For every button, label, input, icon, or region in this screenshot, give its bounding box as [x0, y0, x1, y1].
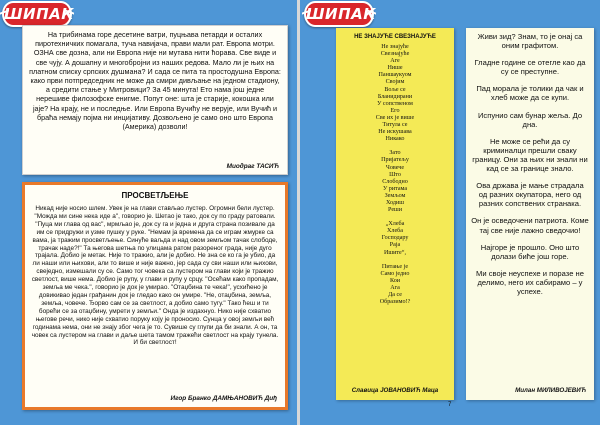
poem-line: Реши	[388, 207, 402, 214]
logo-text: ШИПАК	[306, 5, 377, 23]
aphorism: Живи зид? Знам, то је онај са оним графитом.	[477, 32, 583, 51]
poem-line: „Хлеба	[385, 221, 405, 228]
left-page	[0, 0, 297, 425]
aphorism: Ми своје неуспехе и поразе не делимо, него их сабирамо – у успехе.	[476, 268, 584, 296]
poem-line: Хлеба	[387, 228, 403, 235]
aphorism: Гладне године се отегле као да су се преступне.	[474, 58, 586, 77]
poem-line: Ишите“,	[384, 249, 406, 256]
aphorism: Испунио сам бунар жеља. До дна.	[477, 110, 583, 129]
aphorism: Пад морала је толики да чак и хлеб може да се купи.	[476, 84, 584, 103]
story-body: Никад није носио шлем. Увек је на глави стављао лустер. Огромни бели лустер. "Можда ми сине нека иде а", говорио је. Шетао је тако, док су по граду ратовали. "Пуца ми глава од вас", мрмљао је, док су га и једна и друга страна позивале да им се придружи и узме пушку у руке. "Немам ја времена да се играм жмурке са вама, ја тражим просветљење. Синуће ваљда и над овом земљом тачак слободе, трачак наде?!" Та његова шетња по улицама ратом разореног града, није дуго трајала. Добио је метак. Није то тражио, али је добио. Не зна се ко га је убио, да ли наши или њихови, али то више и није важно, јер сада су сви наши или њихови, свеједно, измешали су се. Само тог човека са лустером на глави који је тражио светлост, више нема. Добио је рупу, у глави и рупу у срцу. "Осећам како пропадам, земља ме чека.", говорио је док је умирао. "Отаџбина те чека!", усхићено је довикивао један грађанин док је гледао како он умире. "Не, отаџбина, земља, земља, човече. Ђорво сам се за светлост, а добио само тугу." Тако ћеш и ти борећи се за отаџбину, умрети у земљи." Онда је издахнуо. Нико није схватио његове речи, нико није схватио поруку коју је проносио. Сунца у овој земљи већ годинама нема, они не знају због чега је то. Сувише су глупи да би знали. А он, та човек са лустером на глави и даље шета тамом тражећи светлост на крају тунела. И би светлост!	[31, 205, 279, 347]
satire-article-box	[22, 25, 288, 175]
poem-body	[336, 44, 454, 306]
poem-line: Нише	[387, 65, 403, 72]
poem-line: У ритама	[382, 185, 408, 192]
poem-line: Образимо!?	[379, 299, 411, 306]
poem-line: Кои	[389, 277, 401, 284]
poem-stanza	[336, 150, 454, 214]
poem-line: Пријатељу	[381, 157, 409, 164]
article-signature: Миодраг ТАСИЋ	[226, 163, 279, 170]
aphorisms-panel	[466, 28, 594, 400]
right-page	[300, 0, 600, 425]
story-heading: ПРОСВЕТЉЕЊЕ	[121, 191, 189, 200]
aphorism: Не може се рећи да су криминалци прешли сваку границу. Они за њих ни знали ни кад се за границе знало.	[472, 136, 588, 174]
poem-line: Својим	[385, 79, 405, 86]
story-box	[22, 182, 288, 410]
logo-text: ШИПАК	[4, 5, 75, 23]
aphorism-list	[466, 32, 594, 296]
poem-line: Ага	[390, 284, 400, 291]
poem-line: Его	[390, 107, 400, 114]
poem-signature: Славица ЈОВАНОВИЋ Маца	[351, 387, 439, 394]
poem-line: Господару	[381, 235, 409, 242]
sipak-logo	[2, 1, 75, 27]
poem-line: Само једно	[380, 270, 410, 277]
article-body: На трибинама горе десетине ватри, пуцњава петарди и осталих пиротехничких помагала, туча навијача, прави мали рат. Европа мотри. ОЗНА све дозна, али ни Европа није ни мутава нити ћорава. Све виде и све чују. А дошапну и многобројни из наших редова. Мало ли је њих на платном списку српских душмана? И сада се пита та простодушна Европа: како први потпредседник не може да смири дивљање на једном стадиону, а средити стање у Митровици? За 45 минута! Ето нама још једне нерешиве филозофске енигме. Попут оне: шта је старије, кокошка или јаје? На крају, не и последње. Или Европа Вучићу не верује, или Вучић и браћа немају појма ни инцијативу. Дозвољено је само оно што Европа (Америка) дозволи!	[29, 30, 281, 132]
aphorism: Ова држава је мање страдала од разних окупатора, него од разних сопствених странака.	[476, 181, 584, 209]
poem-line: Све их је више	[375, 114, 415, 121]
page-number: 7	[448, 402, 452, 408]
poem-stanza	[336, 221, 454, 256]
poem-line: Не знајуће	[381, 44, 409, 50]
poem-line: Слободно	[382, 178, 408, 185]
poem-title: НЕ ЗНАЈУЋЕ СВЕЗНАЈУЋЕ	[354, 34, 436, 40]
poem-line: Паншаукуом	[378, 72, 412, 79]
poem-line: Зато	[389, 150, 401, 157]
aphorism: Он је осведочени патриота. Коме тај све није лажно сведочио!	[471, 216, 589, 235]
poem-line: Што	[389, 171, 401, 178]
poem-line: Бланидирани	[377, 93, 413, 100]
aphorism: Најгоре је прошло. Оно што долази биће још горе.	[480, 242, 580, 261]
poem-line: Питање је	[381, 263, 409, 270]
poem-line: Титула се	[382, 122, 408, 129]
poem-line: Воље се	[384, 86, 406, 93]
poem-line: Ходиш	[386, 199, 404, 206]
poem-stanza	[336, 264, 454, 307]
poem-line: Никако	[385, 136, 405, 143]
poem-stanza	[336, 44, 454, 143]
poem-line: Не искушава	[378, 129, 412, 136]
poem-line: Раја	[389, 242, 401, 249]
story-signature: Игор Бранко ДАМЊАНОВИЋ Диђ	[170, 395, 277, 402]
poem-line: Земљом	[384, 192, 406, 199]
poem-line: Свезнајуће	[380, 51, 410, 58]
poem-panel	[336, 28, 454, 400]
poem-line: У сопственом	[377, 100, 413, 107]
aphorisms-signature: Милан МИЛИВОЈЕВИЋ	[515, 387, 586, 394]
poem-line: Човече	[385, 164, 405, 171]
poem-line: Да се	[388, 292, 402, 298]
sipak-logo	[304, 1, 377, 27]
poem-line: Аге	[390, 58, 400, 65]
